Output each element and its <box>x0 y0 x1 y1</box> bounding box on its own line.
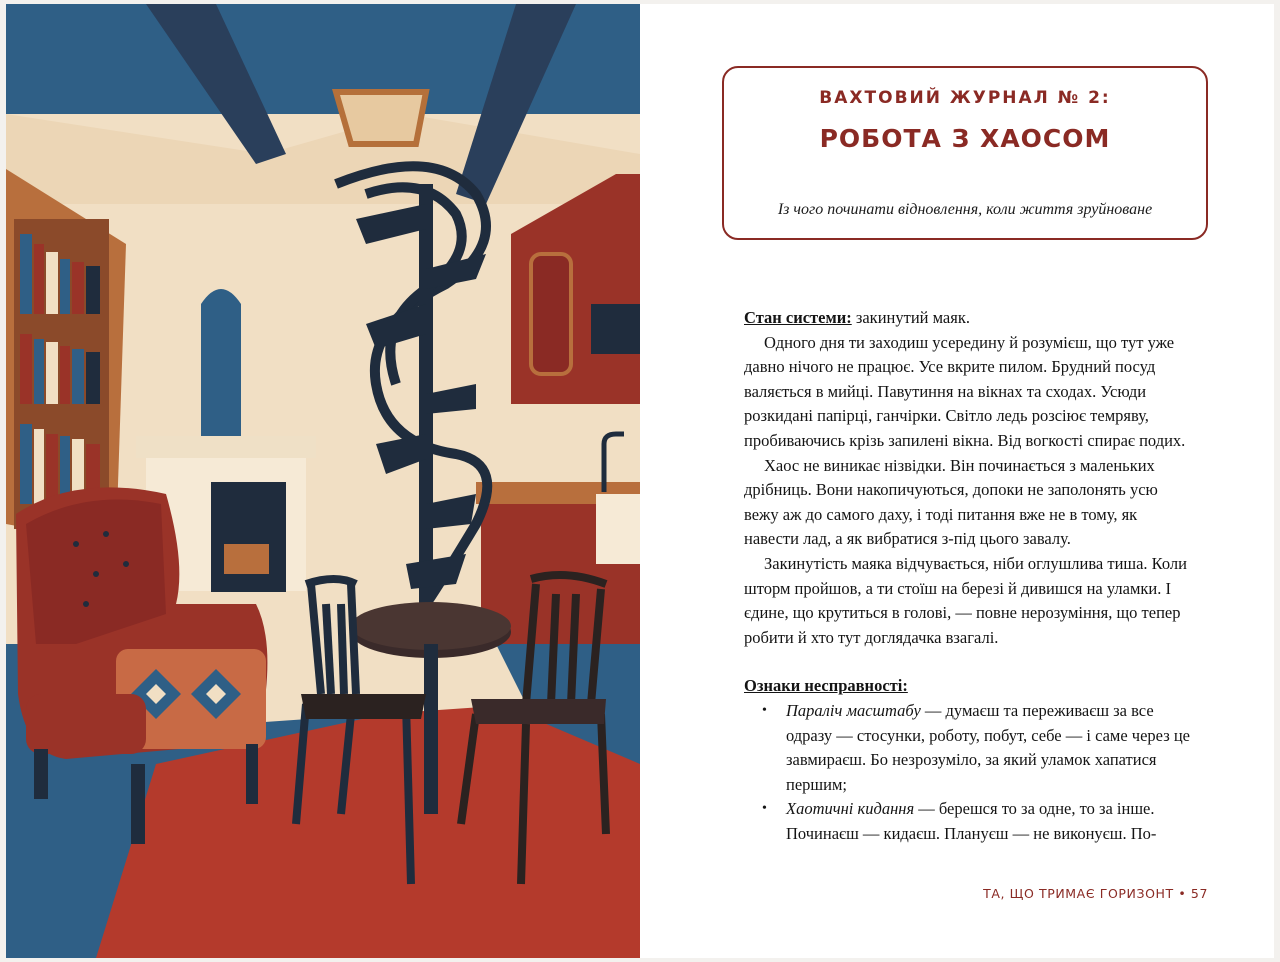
bullet: • <box>762 801 767 817</box>
body-text <box>744 306 1190 846</box>
paragraph: Закинутість маяка відчувається, ніби оглушлива тиша. Коли шторм пройшов, а ти стоїш на березі й дивишся на уламки. І єдине, що крутиться в голові, — повне нерозуміння, що тепер робити й хто тут доглядачка взагалі. <box>744 553 1187 647</box>
illustration-page <box>6 4 640 958</box>
signs-heading <box>744 674 1190 699</box>
bullet: • <box>762 702 767 718</box>
list-item <box>744 699 1190 797</box>
page-number: 57 <box>1190 886 1208 901</box>
signs-label: Ознаки несправності: <box>744 676 908 696</box>
chapter-title: РОБОТА З ХАОСОМ <box>819 124 1111 153</box>
list-item-term: Хаотичні кидання <box>786 799 915 819</box>
list-item-term: Параліч масштабу <box>786 700 921 720</box>
chapter-kicker: ВАХТОВИЙ ЖУРНАЛ № 2: <box>819 88 1111 108</box>
status-line <box>744 306 1190 331</box>
status-value: закинутий маяк. <box>851 308 970 327</box>
running-title: ТА, ЩО ТРИМАЄ ГОРИЗОНТ <box>983 886 1174 901</box>
footer-separator: • <box>1173 886 1191 901</box>
chapter-title-box <box>722 66 1208 240</box>
running-footer <box>983 886 1208 901</box>
paragraph: Хаос не виникає нізвідки. Він починається з маленьких дрібниць. Вони накопичуються, допоки не заполонять усю вежу аж до самого даху, і тоді питання вже не в тому, як навести лад, а як вибратися з-під цього завалу. <box>744 455 1158 549</box>
signs-list <box>744 699 1190 847</box>
chapter-subtitle: Із чого починати відновлення, коли життя зруйноване <box>777 201 1153 218</box>
text-page <box>640 4 1274 958</box>
list-item-text: — берешся то за одне, то за інше. Починаєш — кидаєш. Плануєш — не виконуєш. По- <box>786 799 1157 843</box>
paragraph: Одного дня ти заходиш усередину й розумієш, що тут уже давно нічого не працює. Усе вкрите пилом. Брудний посуд валяється в мийці. Павутиння на вікнах та сходах. Усюди розкидані папірці, ганчірки. Світло ледь розсіює темряву, пробиваючись крізь запилені вікна. Від вогкості спирає подих. <box>744 332 1186 450</box>
lighthouse-interior-illustration <box>6 4 640 958</box>
status-label: Стан системи: <box>744 308 852 327</box>
list-item <box>744 797 1190 846</box>
list-item-text: — думаєш та переживаєш за все одразу — стосунки, роботу, побут, себе — і саме через це завмираєш. Бо незрозуміло, за який уламок хапатися першим; <box>786 700 1191 794</box>
